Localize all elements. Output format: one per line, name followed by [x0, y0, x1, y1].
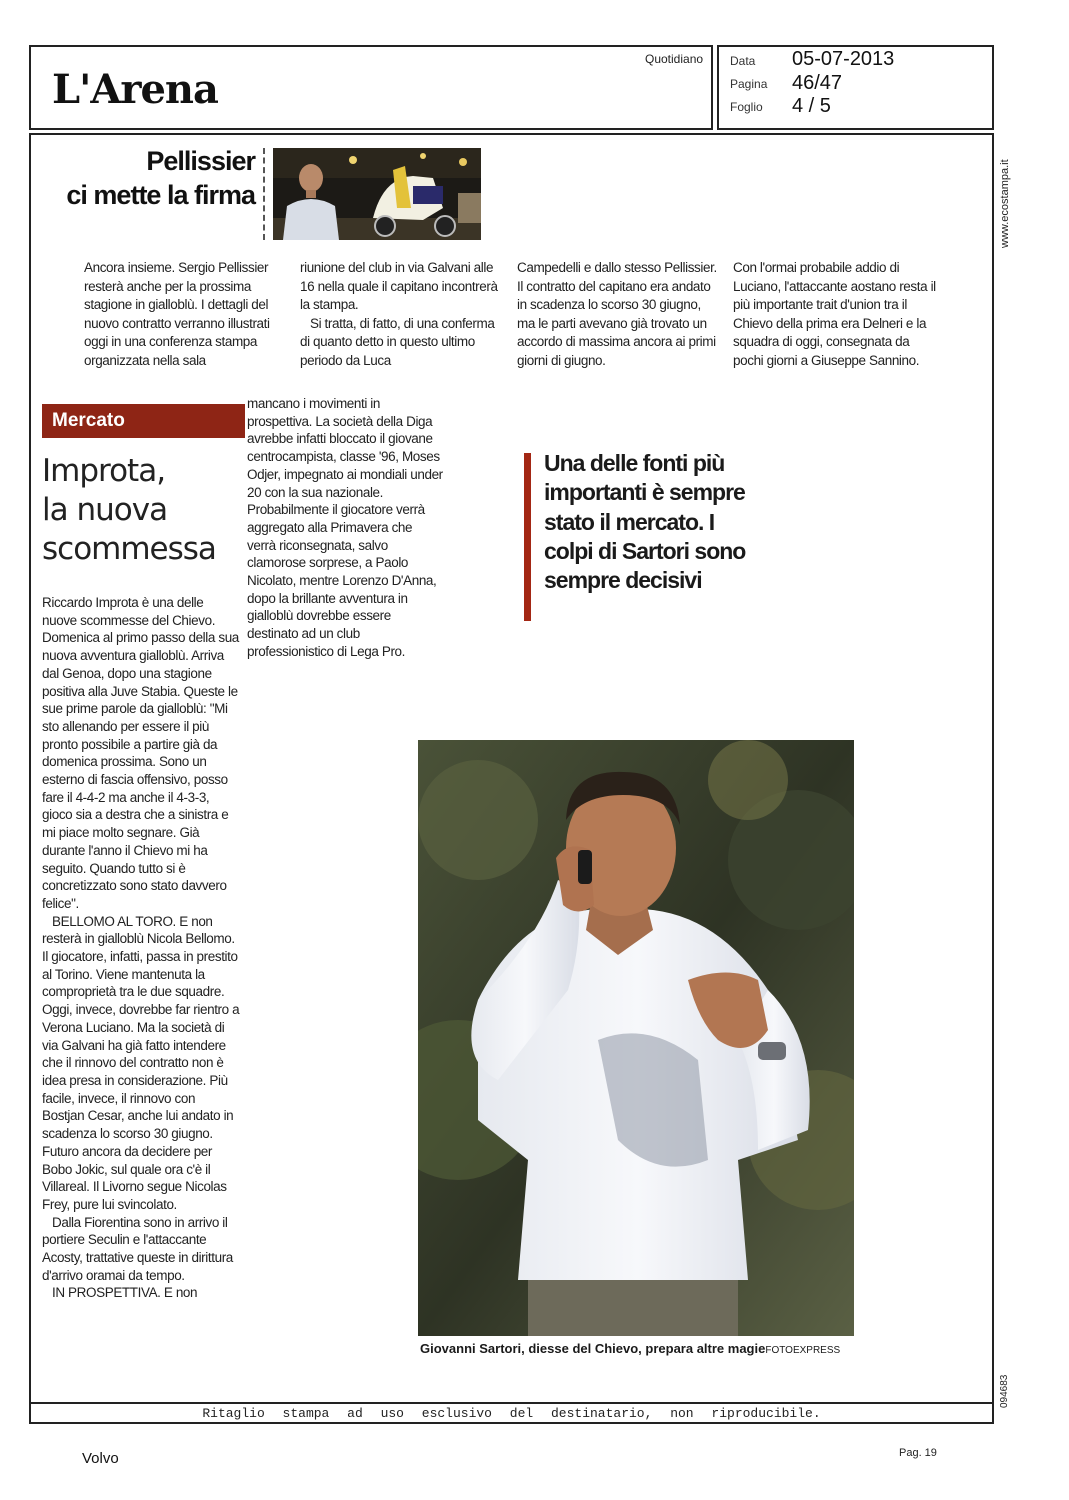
mercato-column-2: mancano i movimenti in prospettiva. La società della Diga avrebbe infatti bloccato il giovane centrocampista, classe '96, Moses Odjer, impegnato ai mondiali under 20 con la sua nazionale. Probabilmente il giocatore verrà aggregato alla Primavera che verrà riconsegnata, salvo clamorose sorprese, a Paolo Nicolato, mentre Lorenzo D'Anna, dopo la brillante avventura in gialloblù dovrebbe essere destinato ad un club professionistico di Lega Pro.: [247, 396, 443, 659]
intro-column-2-a: riunione del club in via Galvani alle 16 nella quale il capitano incontrerà la stampa.: [300, 260, 498, 312]
headline-line-1: Pellissier: [146, 146, 255, 176]
mercato-column-1: [42, 594, 240, 1302]
sheet-value: 4 / 5: [792, 95, 831, 117]
pellissier-photo-image: [273, 148, 481, 240]
publication-type: Quotidiano: [645, 52, 704, 66]
mercato-headline: [42, 452, 252, 569]
pull-quote: Una delle fonti più importanti è sempre stato il mercato. I colpi di Sartori sono sempre decisivi: [544, 450, 746, 594]
intro-column-4: Con l'ormai probabile addio di Luciano, l'attaccante aostano resta il più importante trait d'union tra il Chievo della prima era Delneri e la squadra di oggi, consegnata da pochi giorni a Giuseppe Sannino.: [733, 260, 936, 368]
page-number: Pag. 19: [899, 1447, 937, 1459]
client-brand: Volvo: [82, 1450, 119, 1467]
photo-credit: FOTOEXPRESS: [765, 1345, 841, 1356]
mercato-headline-line-1: Improta,: [42, 453, 166, 489]
mercato-paragraph-2: BELLOMO AL TORO. E non resterà in gialloblù Nicola Bellomo. Il giocatore, infatti, passa in prestito al Torino. Viene mantenuta la comproprietà tra le due squadre. Oggi, invece, dovrebbe far rientro a Verona Luciano. Ma la società di via Galvani ha già fatto intendere che il rinnovo del contratto non è idea presa in considerazione. Più facile, invece, il rinnovo con Bostjan Cesar, anche lui andato in scadenza lo scorso 30 giugno. Futuro ancora da decidere per Bobo Jokic, sul quale ora c'è il Villareal. Il Livorno segue Nicolas Frey, pure lui svincolato.: [42, 913, 240, 1212]
mercato-paragraph-1: Riccardo Improta è una delle nuove scommesse del Chievo. Domenica al primo passo della sua nuova avventura gialloblù. Arriva dal Genoa, dopo una stagione positiva alla Juve Stabia. Queste le sue prime parole da gialloblù: "Mi sto allenando per essere il più pronto possibile a partire già da domenica prossima. Sono un esterno di fascia offensivo, posso fare il 4-4-2 ma anche il 4-3-3, gioco sia a destra che a sinistra e mi piace molto segnare. Già durante l'anno il Chievo mi ha seguito. Quando tutto si è concretizzato sono stato davvero felice".: [42, 595, 239, 911]
photo-caption: [420, 1341, 870, 1356]
intro-column-2: [300, 259, 505, 370]
headline-pellissier: [60, 144, 255, 212]
section-label-mercato: Mercato: [42, 404, 245, 438]
quote-accent-bar: [524, 453, 531, 621]
pellissier-photo: [273, 148, 481, 240]
sartori-photo-image: [418, 740, 854, 1336]
mercato-paragraph-4: IN PROSPETTIVA. E non: [52, 1285, 198, 1301]
page-value: 46/47: [792, 72, 843, 94]
page-label: Pagina: [730, 77, 768, 91]
caption-text: Giovanni Sartori, diesse del Chievo, prepara altre magie: [420, 1341, 766, 1356]
date-label: Data: [730, 54, 756, 68]
intro-column-2-b: Si tratta, di fatto, di una conferma di quanto detto in questo ultimo periodo da Luca: [300, 315, 495, 368]
disclaimer-text: Ritaglio stampa ad uso esclusivo del destinatario, non riproducibile.: [202, 1406, 821, 1421]
clipping-code: 094683: [999, 1374, 1010, 1408]
sheet-label: Foglio: [730, 100, 763, 114]
mercato-headline-line-3: scommessa: [42, 531, 216, 567]
mercato-paragraph-3: Dalla Fiorentina sono in arrivo il portiere Seculin e l'attaccante Acosty, trattative queste in dirittura d'arrivo oramai da tempo.: [42, 1214, 233, 1283]
headline-line-2: ci mette la firma: [66, 180, 255, 210]
mercato-headline-line-2: la nuova: [42, 492, 168, 528]
dashed-divider: [263, 148, 265, 240]
date-value: 05-07-2013: [792, 48, 895, 70]
newspaper-logo: L'Arena: [52, 66, 218, 113]
website-vertical: www.ecostampa.it: [999, 159, 1011, 248]
intro-column-1: Ancora insieme. Sergio Pellissier resterà anche per la prossima stagione in gialloblù. I dettagli del nuovo contratto verranno illustrati oggi in una conferenza stampa organizzata nella sala: [84, 260, 270, 368]
sartori-photo: [418, 740, 854, 1336]
intro-column-3: Campedelli e dallo stesso Pellissier. Il contratto del capitano era andato in scadenza lo scorso 30 giugno, ma le parti avevano già trovato un accordo di massima ancora ai primi giorni di giugno.: [517, 260, 717, 368]
